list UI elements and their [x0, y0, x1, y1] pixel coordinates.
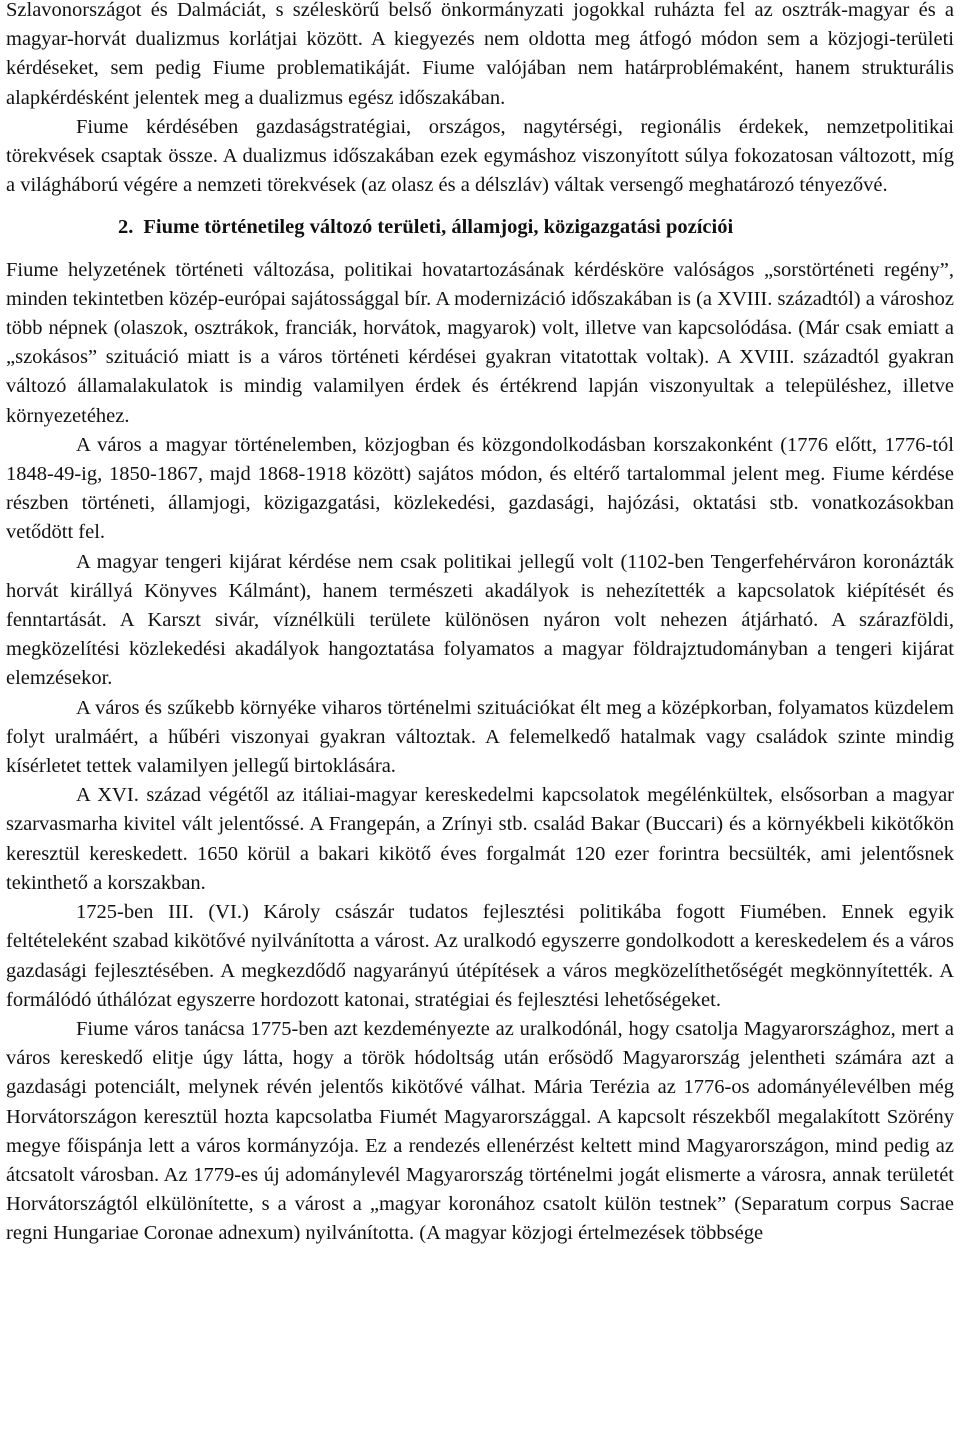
- paragraph: Szlavonországot és Dalmáciát, s széleskörű belső önkormányzati jogokkal ruházta fel az osztrák-magyar és a magyar-horvát dualizmus korlátjai között. A kiegyezés nem oldotta meg átfogó módon sem a közjogi-területi kérdéseket, sem pedig Fiume problematikáját. Fiume valójában nem határproblémaként, hanem strukturális alapkérdésként jelentek meg a dualizmus egész időszakában.: [6, 0, 954, 109]
- paragraph: Fiume helyzetének történeti változása, politikai hovatartozásának kérdésköre valóságos „sorstörténeti regény”, minden tekintetben közép-európai sajátossággal bír. A modernizáció időszakában is (a XVIII. századtól) a városhoz több népnek (olaszok, osztrákok, franciák, horvátok, magyarok) volt, illetve van kapcsolódása. (Már csak emiatt a „szokásos” szituáció miatt is a város történeti kérdései gyakran vitatottak voltak). A XVIII. századtól gyakran változó államalakulatok is mindig valamilyen érdek és értékrend lapján viszonyultak a településhez, illetve környezetéhez.: [6, 258, 954, 427]
- paragraph: A város és szűkebb környéke viharos történelmi szituációkat élt meg a középkorban, folyamatos küzdelem folyt uralmáért, a hűbéri viszonyai gyakran változtak. A felemelkedő hatalmak vagy családok szinte mindig kísérletet tettek valamilyen jellegű birtoklására.: [6, 696, 954, 778]
- paragraph: A XVI. század végétől az itáliai-magyar kereskedelmi kapcsolatok megélénkültek, elsősorban a magyar szarvasmarha kivitel vált jelentőssé. A Frangepán, a Zrínyi stb. család Bakar (Buccari) és a környékbeli kikötőkön keresztül kereskedett. 1650 körül a bakari kikötő éves forgalmát 120 ezer forintra becsülték, ami jelentősnek tekinthető a korszakban.: [6, 784, 954, 894]
- paragraph: A város a magyar történelemben, közjogban és közgondolkodásban korszakonként (1776 előtt, 1776-tól 1848-49-ig, 1850-1867, majd 1868-1918 között) sajátos módon, és eltérő tartalommal jelent meg. Fiume kérdése részben történeti, államjogi, közigazgatási, közlekedési, gazdasági, hajózási, oktatási stb. vonatkozásokban vetődött fel.: [6, 433, 954, 544]
- section-title: Fiume történetileg változó területi, államjogi, közigazgatási pozíciói: [143, 216, 734, 239]
- paragraph: A magyar tengeri kijárat kérdése nem csak politikai jellegű volt (1102-ben Tengerfehérváron koronázták horvát királlyá Könyves Kálmánt), hanem természeti akadályok is nehezítették a kapcsolatok kiépítését és fenntartását. A Karszt sivár, víznélküli területe különösen nyáron volt nehezen átjárható. A szárazföldi, megközelítési közlekedési akadályok hangoztatása folyamatos a magyar földrajztudományban a tengeri kijárat elemzésekor.: [6, 550, 954, 690]
- section-number: 2.: [118, 216, 134, 239]
- paragraph: Fiume kérdésében gazdaságstratégiai, országos, nagytérségi, regionális érdekek, nemzetpolitikai törekvések csaptak össze. A dualizmus időszakában ezek egymáshoz viszonyított súlya fokozatosan változott, míg a világháború végére a nemzeti törekvések (az olasz és a délszláv) váltak versengő meghatározó tényezővé.: [6, 115, 954, 197]
- paragraph: Fiume város tanácsa 1775-ben azt kezdeményezte az uralkodónál, hogy csatolja Magyarországhoz, mert a város kereskedő elitje úgy látta, hogy a török hódoltság után erősödő Magyarország jelentheti számára azt a gazdasági potenciált, melynek révén jelentős kikötővé válhat. Mária Terézia az 1776-os adományélevélben még Horvátországon keresztül hozta kapcsolatba Fiumét Magyarországgal. A kapcsolt részekből megalakított Szörény megye főispánja lett a város kormányzója. Ez a rendezés ellenérzést keltett mind Magyarországon, mind pedig az átcsatolt városban. Az 1779-es új adománylevél Magyarország történelmi jogát elismerte a városra, annak területét Horvátországtól elkülönítette, s a várost a „magyar koronához csatolt külön testnek” (Separatum corpus Sacrae regni Hungariae Coronae adnexum) nyilvánította. (A magyar közjogi értelmezések többsége: [6, 1017, 954, 1245]
- paragraph: 1725-ben III. (VI.) Károly császár tudatos fejlesztési politikába fogott Fiumében. Ennek egyik feltételeként szabad kikötővé nyilvánította a várost. Az uralkodó egyszerre gondolkodott a kereskedelem és a város gazdasági fejlesztésében. A megkezdődő nagyarányú útépítések a város megközelíthetőségét megkönnyítették. A formálódó úthálózat egyszerre hordozott katonai, stratégiai és fejlesztési lehetőségeket.: [6, 901, 954, 1011]
- document-page: [6, 0, 954, 1448]
- section-heading: [6, 213, 954, 242]
